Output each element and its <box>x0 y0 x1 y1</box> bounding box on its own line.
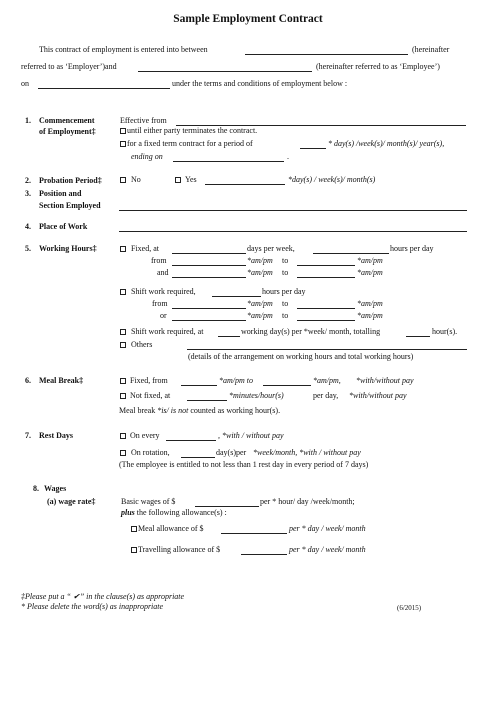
basic-wages-field[interactable] <box>195 506 259 507</box>
effective-from-label: Effective from <box>120 116 167 125</box>
days-per-week-label: days per week, <box>247 244 295 253</box>
hours-others-checkbox[interactable] <box>120 342 126 348</box>
wage-rate-label: (a) wage rate‡ <box>47 497 96 506</box>
footnote-checkmark: ‡Please put a “ ✔” in the clause(s) as appropriate <box>21 592 185 601</box>
ampm-label: *am/pm <box>357 311 383 320</box>
ampm-label: *am/pm <box>357 268 383 277</box>
basic-wages-label: Basic wages of $ <box>121 497 176 506</box>
hours-details-note: (details of the arrangement on working hours and total working hours) <box>188 352 414 361</box>
fixed-term-units: * day(s) /week(s)/ month(s)/ year(s), <box>328 139 445 148</box>
meal-allowance-label: Meal allowance of $ <box>138 524 204 533</box>
meal-ampm-end-label: *am/pm, <box>313 376 341 385</box>
section-2-label: Probation Period‡ <box>39 176 102 185</box>
shift-work-field[interactable] <box>212 296 261 297</box>
section-3-label: Position and <box>39 189 82 198</box>
hours-from-field-1[interactable] <box>172 265 246 266</box>
probation-no-label: No <box>131 175 141 184</box>
section-5-number: 5. <box>25 244 31 253</box>
section-3-number: 3. <box>25 189 31 198</box>
rest-rotation-units: *week/month, *with / without pay <box>253 448 361 457</box>
probation-yes-label: Yes <box>185 175 197 184</box>
to-label: to <box>282 299 289 308</box>
meal-duration-units: *minutes/hour(s) <box>229 391 284 400</box>
fixed-term-label: for a fixed term contract for a period of <box>127 139 253 148</box>
hours-to-field-2[interactable] <box>297 277 355 278</box>
shift-hours-end-label: hour(s). <box>432 327 458 336</box>
ampm-label: *am/pm <box>247 311 273 320</box>
travel-allowance-per: per * day / week/ month <box>289 545 366 554</box>
days-per-week-field[interactable] <box>172 253 246 254</box>
section-8-label: Wages <box>44 484 67 493</box>
ampm-label: *am/pm <box>357 256 383 265</box>
ending-on-period: . <box>287 152 289 161</box>
hours-per-day-label: hours per day <box>390 244 434 253</box>
section-4-label: Place of Work <box>39 222 88 231</box>
contract-date-field[interactable] <box>38 88 170 89</box>
employee-name-field[interactable] <box>138 71 312 72</box>
ampm-label: *am/pm <box>247 268 273 277</box>
hours-and-label: and <box>157 268 169 277</box>
ampm-label: *am/pm <box>247 299 273 308</box>
section-4-number: 4. <box>25 222 31 231</box>
shift-days-label: working day(s) per *week/ month, totalling <box>241 327 381 336</box>
meal-per-day-label: per day, <box>313 391 339 400</box>
travel-allowance-checkbox[interactable] <box>131 547 137 553</box>
shift-from-label: from <box>152 299 168 308</box>
section-5-label: Working Hours‡ <box>39 244 97 253</box>
page-title: Sample Employment Contract <box>173 13 323 25</box>
rest-every-checkbox[interactable] <box>120 433 126 439</box>
section-1-label: Commencement <box>39 116 95 125</box>
rest-every-label: On every <box>130 431 160 440</box>
shift-from-field-2[interactable] <box>172 320 246 321</box>
intro-line-1: This contract of employment is entered into between <box>39 45 208 54</box>
hours-per-day-field[interactable] <box>313 253 389 254</box>
meal-not-fixed-label: Not fixed, at <box>130 391 171 400</box>
meal-allowance-checkbox[interactable] <box>131 526 137 532</box>
ampm-label: *am/pm <box>357 299 383 308</box>
rest-rotation-days-field[interactable] <box>181 457 215 458</box>
section-8-number: 8. <box>33 484 39 493</box>
section-1-number: 1. <box>25 116 31 125</box>
hours-others-field[interactable] <box>187 349 467 350</box>
intro-line-2b: (hereinafter referred to as ‘Employee’) <box>316 62 440 71</box>
position-field[interactable] <box>119 210 467 211</box>
hours-from-field-2[interactable] <box>172 277 246 278</box>
to-label: to <box>282 268 289 277</box>
shift-at-checkbox[interactable] <box>120 329 126 335</box>
probation-no-checkbox[interactable] <box>120 177 126 183</box>
intro-on: on <box>21 79 29 88</box>
shift-work-label: Shift work required, <box>131 287 196 296</box>
meal-pay-label: *with/without pay <box>356 376 414 385</box>
hours-others-label: Others <box>131 340 153 349</box>
section-7-label: Rest Days <box>39 431 73 440</box>
employer-name-field[interactable] <box>245 54 408 55</box>
intro-line-3: under the terms and conditions of employment below : <box>172 79 348 88</box>
until-terminate-checkbox[interactable] <box>120 128 126 134</box>
form-version: (6/2015) <box>397 604 422 612</box>
probation-period-field[interactable] <box>205 184 285 185</box>
ending-on-label: ending on <box>131 152 163 161</box>
shift-to-field-2[interactable] <box>297 320 355 321</box>
intro-hereinafter: (hereinafter <box>412 45 450 54</box>
meal-not-fixed-checkbox[interactable] <box>120 393 126 399</box>
plus-allowances-label: plus the following allowance(s) : <box>121 508 227 517</box>
travel-allowance-label: Travelling allowance of $ <box>138 545 221 554</box>
meal-pay-label-2: *with/without pay <box>349 391 407 400</box>
intro-line-2a: referred to as ‘Employer’)and <box>21 62 117 71</box>
probation-yes-checkbox[interactable] <box>175 177 181 183</box>
section-6-label: Meal Break‡ <box>39 376 84 385</box>
rest-days-per-label: day(s)per <box>216 448 247 457</box>
shift-work-checkbox[interactable] <box>120 289 126 295</box>
hours-fixed-label: Fixed, at <box>131 244 159 253</box>
meal-duration-field[interactable] <box>187 400 227 401</box>
section-3-label-2: Section Employed <box>39 201 101 210</box>
rest-rotation-checkbox[interactable] <box>120 450 126 456</box>
shift-at-label: Shift work required, at <box>131 327 204 336</box>
to-label: to <box>282 256 289 265</box>
hours-from-label: from <box>151 256 167 265</box>
travel-allowance-field[interactable] <box>241 554 287 555</box>
shift-hours-per-day-label: hours per day <box>262 287 306 296</box>
until-terminate-label: until either party terminates the contract. <box>127 126 258 135</box>
rest-rotation-label: On rotation, <box>131 448 170 457</box>
shift-or-label: or <box>160 311 167 320</box>
footnote-delete: * Please delete the word(s) as inappropriate <box>21 602 164 611</box>
meal-from-field[interactable] <box>181 385 217 386</box>
fixed-term-period-field[interactable] <box>300 148 326 149</box>
meal-allowance-field[interactable] <box>221 533 287 534</box>
probation-units: *day(s) / week(s)/ month(s) <box>288 175 376 184</box>
shift-days-field[interactable] <box>218 336 240 337</box>
hours-fixed-checkbox[interactable] <box>120 246 126 252</box>
section-2-number: 2. <box>25 176 31 185</box>
meal-counted-note: Meal break *is/ is not counted as working hour(s). <box>119 406 281 415</box>
ampm-label: *am/pm <box>247 256 273 265</box>
shift-from-field-1[interactable] <box>172 308 246 309</box>
place-of-work-field[interactable] <box>119 231 467 232</box>
ending-on-field[interactable] <box>173 161 284 162</box>
shift-to-field-1[interactable] <box>297 308 355 309</box>
rest-day-field[interactable] <box>166 440 216 441</box>
rest-days-note: (The employee is entitled to not less than 1 rest day in every period of 7 days) <box>119 460 369 469</box>
to-label: to <box>282 311 289 320</box>
section-6-number: 6. <box>25 376 31 385</box>
section-7-number: 7. <box>25 431 31 440</box>
meal-allowance-per: per * day / week/ month <box>289 524 366 533</box>
hours-to-field-1[interactable] <box>297 265 355 266</box>
fixed-term-checkbox[interactable] <box>120 141 126 147</box>
shift-total-hours-field[interactable] <box>406 336 430 337</box>
section-1-label-2: of Employment‡ <box>39 127 96 136</box>
meal-ampm-to-label: *am/pm to <box>219 376 253 385</box>
meal-fixed-checkbox[interactable] <box>120 378 126 384</box>
meal-to-field[interactable] <box>263 385 311 386</box>
meal-fixed-label: Fixed, from <box>130 376 168 385</box>
rest-pay-label: , *with / without pay <box>218 431 284 440</box>
basic-wages-per: per * hour/ day /week/month; <box>260 497 355 506</box>
